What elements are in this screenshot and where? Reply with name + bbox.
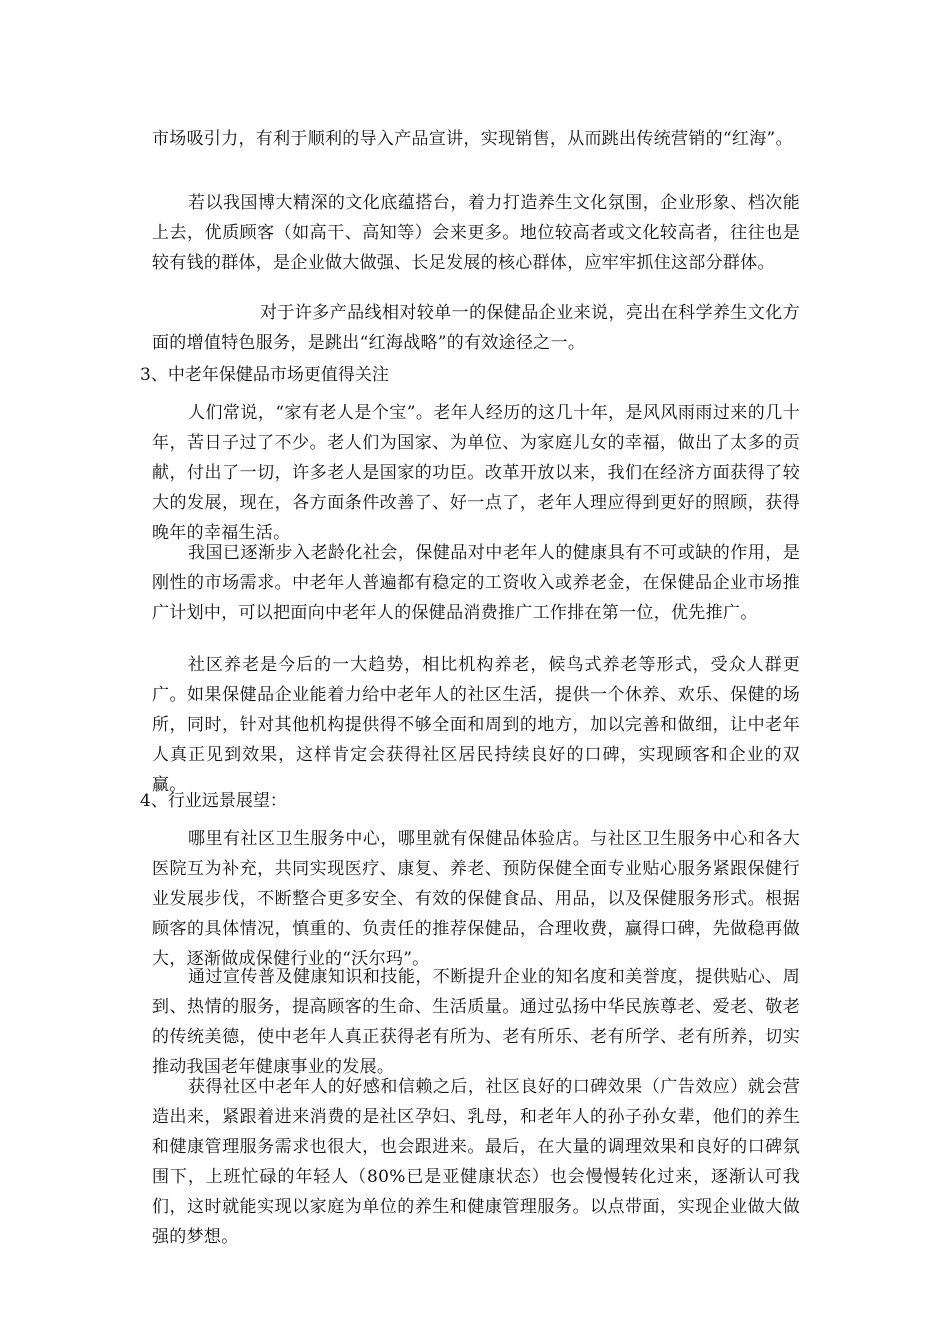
paragraph-value-added-service: 对于许多产品线相对较单一的保健品企业来说，亮出在科学养生文化方面的增值特色服务，是跳出“红海战略”的有效途径之一。 [152, 303, 800, 353]
paragraph-health-knowledge: 通过宣传普及健康知识和技能，不断提升企业的知名度和美誉度，提供贴心、周到、热情的服务，提高顾客的生命、生活质量。通过弘扬中华民族尊老、爱老、敬老的传统美德，使中老年人真正获得老有所为、老有所乐、老有所学、老有所养，切实推动我国老年健康事业的发展。 [152, 967, 800, 1077]
paragraph-community-care: 社区养老是今后的一大趋势，相比机构养老，候鸟式养老等形式，受众人群更广。如果保健品企业能着力给中老年人的社区生活，提供一个休养、欢乐、保健的场所，同时，针对其他机构提供得不够全面和周到的地方，加以完善和做细，让中老年人真正见到效果，这样肯定会获得社区居民持续良好的口碑，实现顾客和企业的双赢。 [152, 655, 800, 795]
paragraph-market-appeal: 市场吸引力，有利于顺利的导入产品宣讲，实现销售，从而跳出传统营销的“红海”。 [152, 129, 793, 149]
paragraph-aging-society: 我国已逐渐步入老龄化社会，保健品对中老年人的健康具有不可或缺的作用，是刚性的市场需求。中老年人普遍都有稳定的工资收入或养老金，在保健品企业市场推广计划中，可以把面向中老年人的保健品消费推广工作排在第一位，优先推广。 [152, 543, 800, 623]
paragraph-word-of-mouth: 获得社区中老年人的好感和信赖之后，社区良好的口碑效果（广告效应）就会营造出来，紧跟着进来消费的是社区孕妇、乳母，和老年人的孙子孙女辈，他们的养生和健康管理服务需求也很大，也会跟进来。最后，在大量的调理效果和良好的口碑氛围下，上班忙碌的年轻人（80%已是亚健康状态）也会慢慢转化过来，逐渐认可我们，这时就能实现以家庭为单位的养生和健康管理服务。以点带面，实现企业做大做强的梦想。 [152, 1077, 800, 1247]
paragraph-elderly-treasure: 人们常说，“家有老人是个宝”。老年人经历的这几十年，是风风雨雨过来的几十年，苦日子过了不少。老人们为国家、为单位、为家庭儿女的幸福，做出了太多的贡献，付出了一切，许多老人是国家的功臣。改革开放以来，我们在经济方面获得了较大的发展，现在，各方面条件改善了、好一点了，老年人理应得到更好的照顾，获得晚年的幸福生活。 [152, 403, 800, 543]
section-heading-4: 4、行业远景展望： [140, 791, 287, 811]
paragraph-experience-store: 哪里有社区卫生服务中心，哪里就有保健品体验店。与社区卫生服务中心和各大医院互为补充，共同实现医疗、康复、养老、预防保健全面专业贴心服务紧跟保健行业发展步伐，不断整合更多安全、有效的保健食品、用品，以及保健服务形式。根据顾客的具体情况，慎重的、负责任的推荐保健品，合理收费，赢得口碑，先做稳再做大，逐渐做成保健行业的“沃尔玛”。 [152, 829, 800, 969]
section-heading-3: 3、中老年保健品市场更值得关注 [140, 365, 389, 385]
paragraph-culture-platform: 若以我国博大精深的文化底蕴搭台，着力打造养生文化氛围，企业形象、档次能上去，优质顾客（如高干、高知等）会来更多。地位较高者或文化较高者，往往也是较有钱的群体，是企业做大做强、长足发展的核心群体，应牢牢抓住这部分群体。 [152, 193, 800, 273]
